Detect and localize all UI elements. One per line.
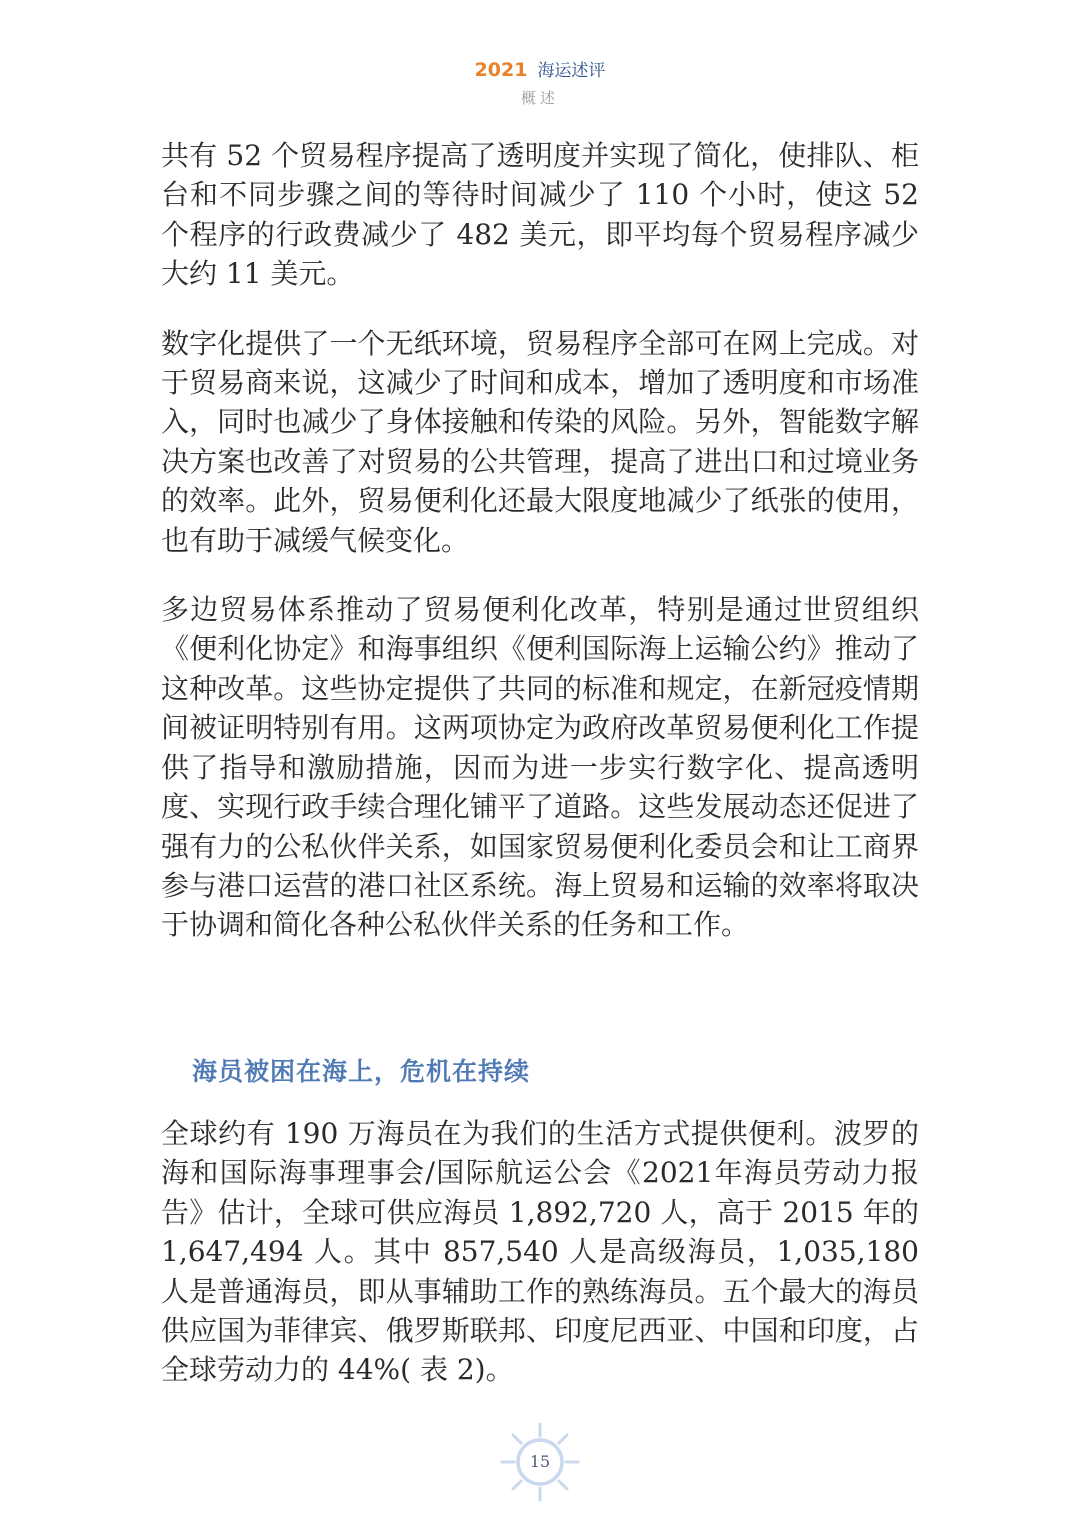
header-name: 海运述评 [537,61,606,81]
page-header [0,58,1080,108]
body-paragraph: 数字化提供了一个无纸环境，贸易程序全部可在网上完成。对于贸易商来说，这减少了时间和成本，增加了透明度和市场准入，同时也减少了身体接触和传染的风险。另外，智能数字解决方案也改善了对贸易的公共管理，提高了进出口和过境业务的效率。此外，贸易便利化还最大限度地减少了纸张的使用，也有助于减缓气候变化。 [161,326,919,557]
main-content [161,136,919,945]
body-paragraph: 共有 52 个贸易程序提高了透明度并实现了简化，使排队、柜台和不同步骤之间的等待时间减少了 110 个小时，使这 52 个程序的行政费减少了 482 美元，即平均每个贸易程序减少大约 11 美元。 [161,139,919,291]
section-heading: 海员被困在海上，危机在持续 [192,1057,531,1086]
section-paragraph: 全球约有 190 万海员在为我们的生活方式提供便利。波罗的海和国际海事理事会/国际航运公会《2021年海员劳动力报告》估计，全球可供应海员 1,892,720 人，高于 2015 年的 1,647,494 人。其中 857,540 人是高级海员，1,035,180 人是普通海员，即从事辅助工作的熟练海员。五个最大的海员供应国为菲律宾、俄罗斯联邦、印度尼西亚、中国和印度，占全球劳动力的 44%( 表 2)。 [161,1117,919,1387]
header-subtitle: 概述 [520,89,559,107]
header-title [0,58,1080,83]
header-year: 2021 [474,59,528,81]
page-footer [490,1420,590,1520]
body-paragraph: 多边贸易体系推动了贸易便利化改革，特别是通过世贸组织《便利化协定》和海事组织《便利国际海上运输公约》推动了这种改革。这些协定提供了共同的标准和规定，在新冠疫情期间被证明特别有用。这两项协定为政府改革贸易便利化工作提供了指导和激励措施，因而为进一步实行数字化、提高透明度、实现行政手续合理化铺平了道路。这些发展动态还促进了强有力的公私伙伴关系，如国家贸易便利化委员会和让工商界参与港口运营的港口社区系统。海上贸易和运输的效率将取决于协调和简化各种公私伙伴关系的任务和工作。 [161,593,919,942]
page-number: 15 [529,1452,551,1471]
